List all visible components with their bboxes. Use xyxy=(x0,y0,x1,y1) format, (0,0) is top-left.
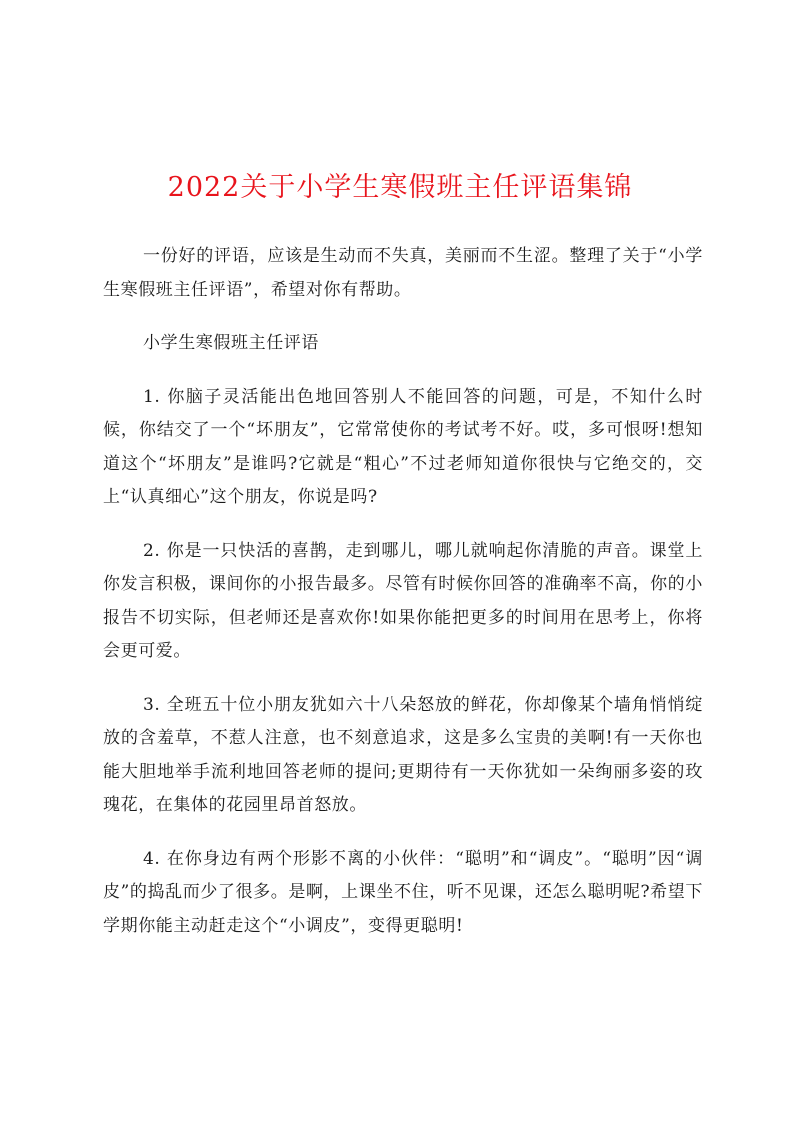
comment-item-4: 4. 在你身边有两个形影不离的小伙伴：“聪明”和“调皮”。“聪明”因“调皮”的捣乱而少了很多。是啊，上课坐不住，听不见课，还怎么聪明呢?希望下学期你能主动赶走这个“小调皮”，变得更聪明! xyxy=(103,848,703,936)
intro-paragraph: 一份好的评语，应该是生动而不失真，美丽而不生涩。整理了关于“小学生寒假班主任评语”，希望对你有帮助。 xyxy=(103,246,703,300)
page-title: 2022关于小学生寒假班主任评语集锦 xyxy=(167,172,633,203)
comment-item-2: 2. 你是一只快活的喜鹊，走到哪儿，哪儿就响起你清脆的声音。课堂上你发言积极，课间你的小报告最多。尽管有时候你回答的准确率不高，你的小报告不切实际，但老师还是喜欢你!如果你能把更多的时间用在思考上，你将会更可爱。 xyxy=(103,540,703,661)
document-body xyxy=(103,240,703,963)
comment-item-1: 1. 你脑子灵活能出色地回答别人不能回答的问题，可是，不知什么时候，你结交了一个“坏朋友”，它常常使你的考试考不好。哎，多可恨呀!想知道这个“坏朋友”是谁吗?它就是“粗心”不过老师知道你很快与它绝交的，交上“认真细心”这个朋友，你说是吗? xyxy=(103,386,703,507)
comment-item-3: 3. 全班五十位小朋友犹如六十八朵怒放的鲜花，你却像某个墙角悄悄绽放的含羞草，不惹人注意，也不刻意追求，这是多么宝贵的美啊!有一天你也能大胆地举手流利地回答老师的提问;更期待有一天你犹如一朵绚丽多姿的玫瑰花，在集体的花园里昂首怒放。 xyxy=(103,694,703,815)
section-subheading: 小学生寒假班主任评语 xyxy=(143,333,319,353)
